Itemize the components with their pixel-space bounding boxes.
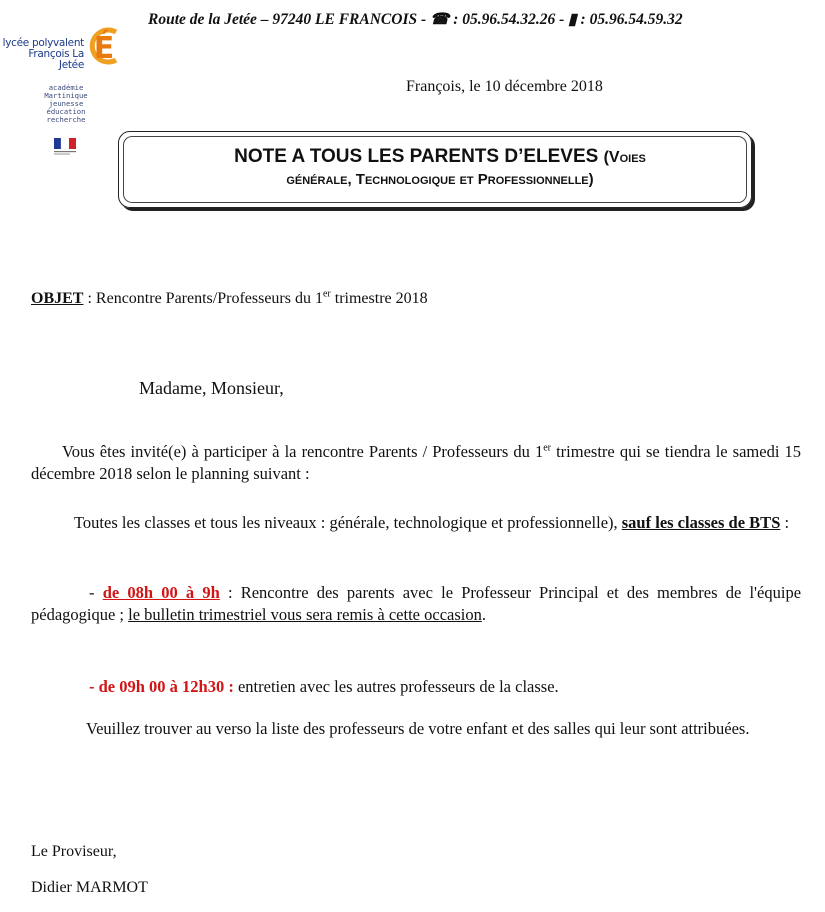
title-line-2: générale, Technologique et Professionnelle) [286,171,594,188]
svg-text:É: É [93,31,115,66]
signature-name: Didier MARMOT [31,879,148,896]
paragraph-verso: Veuillez trouver au verso la liste des professeurs de votre enfant et des salles qui leur sont attribuées. [86,719,750,738]
salutation: Madame, Monsieur, [139,378,284,398]
logo-school-name: lycée polyvalent François La Jetée [2,37,84,71]
title-line-1: NOTE A TOUS LES PARENTS D’ELEVES (Voies [234,146,646,167]
republic-flag-icon [52,136,78,158]
paragraph-schedule-2: - de 09h 00 à 12h30 : entretien avec les autres professeurs de la classe. [89,677,559,696]
date-line: François, le 10 décembre 2018 [406,78,603,95]
header-address: Route de la Jetée – 97240 LE FRANCOIS - ☎ : 05.96.54.32.26 - ▮ : 05.96.54.59.32 [148,11,683,28]
title-box [118,131,752,208]
subject-line: OBJET : Rencontre Parents/Professeurs du 1er trimestre 2018 [31,288,428,307]
logo-e-icon [86,18,122,74]
time-slot-1: de 08h 00 à 9h [102,583,220,602]
time-slot-2: - de 09h 00 à 12h30 : [89,677,238,696]
paragraph-invitation: Vous êtes invité(e) à participer à la rencontre Parents / Professeurs du 1er trimestre qui se tiendra le samedi 15 décembre 2018 selon le planning suivant : [31,442,801,483]
paragraph-classes: Toutes les classes et tous les niveaux : générale, technologique et professionnelle), sauf les classes de BTS : [74,513,790,532]
signature-role: Le Proviseur, [31,843,117,860]
paragraph-schedule-1: - de 08h 00 à 9h : Rencontre des parents avec le Professeur Principal et des membres de l'équipe pédagogique ; le bulletin trimestriel vous sera remis à cette occasion. [31,583,802,624]
logo-subtitle: académie Martinique jeunesse éducation recherche [44,83,88,124]
bulletin-note: le bulletin trimestriel vous sera remis à cette occasion [128,605,482,624]
subject-label: OBJET [31,290,84,307]
bts-exception: sauf les classes de BTS [621,513,781,532]
school-logo [2,18,118,158]
